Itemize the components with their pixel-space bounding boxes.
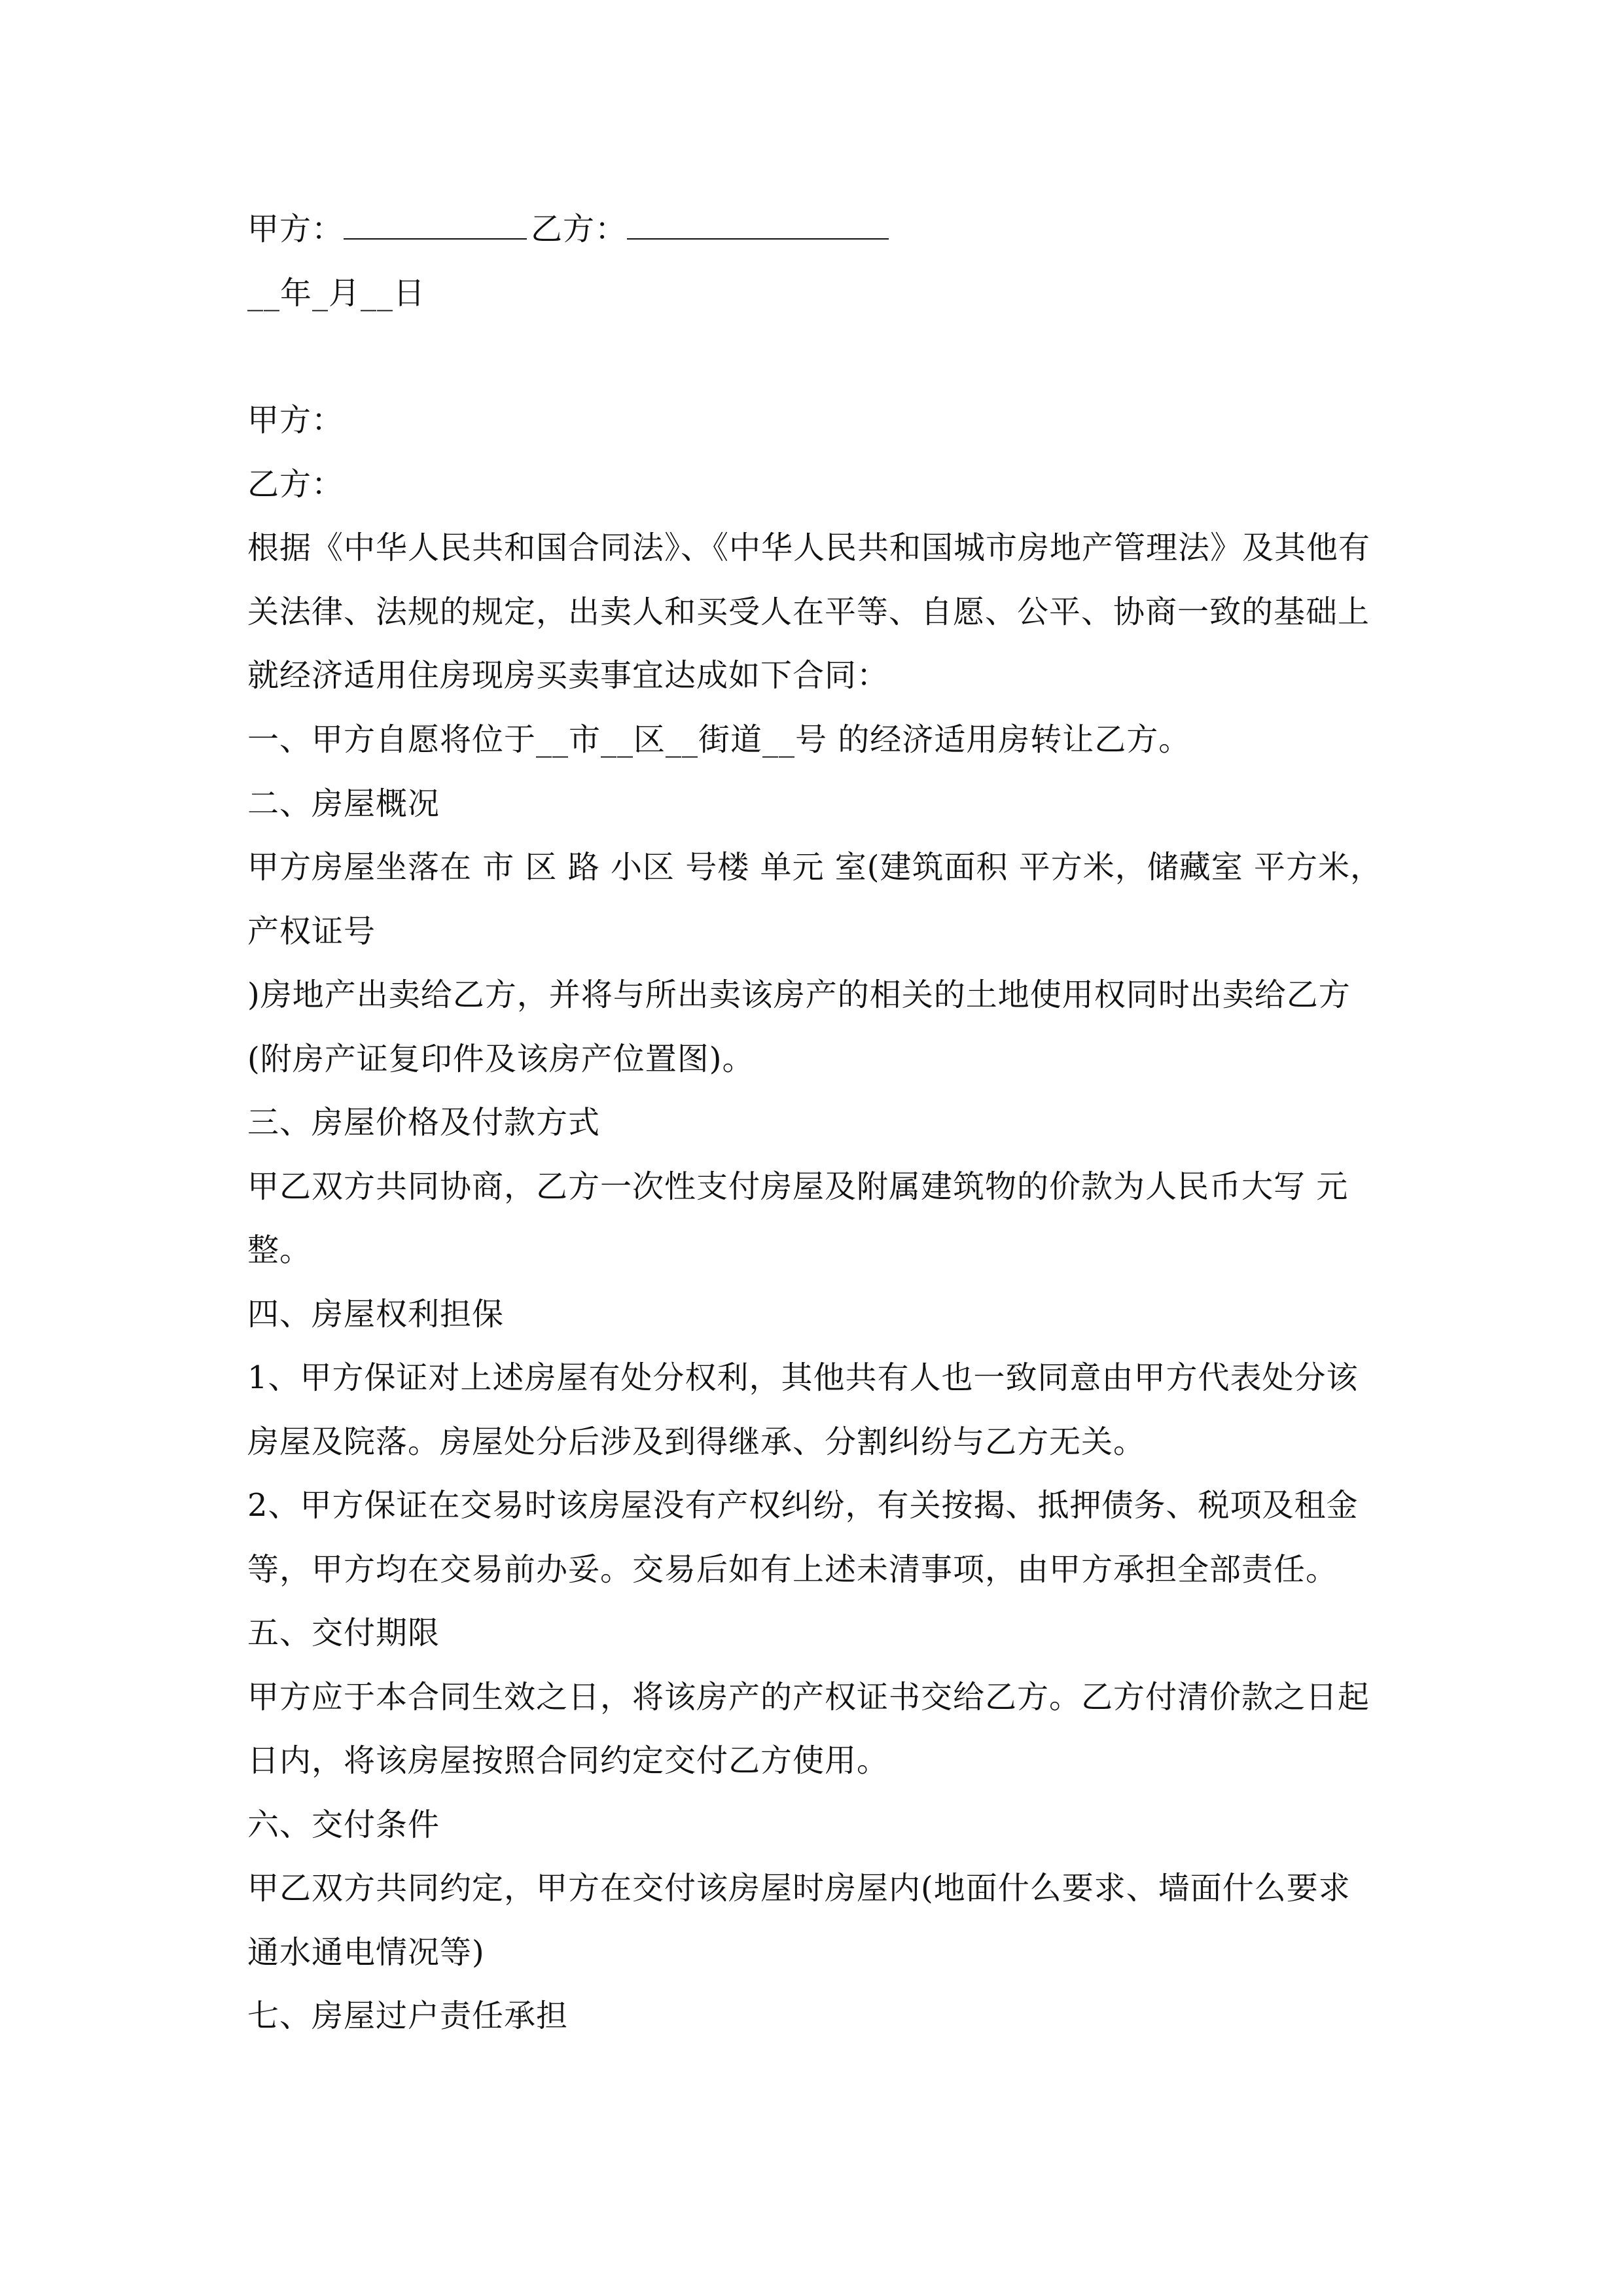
body-text-line: 产权证号 — [247, 913, 376, 950]
party-a-signature-label: 甲方： — [247, 211, 344, 247]
body-text-line: 关法律、法规的规定，出卖人和买受人在平等、自愿、公平、协商一致的基础上 — [247, 594, 1370, 630]
section-heading-6: 六、交付条件 — [247, 1806, 440, 1843]
party-a-signature-blank[interactable] — [344, 209, 527, 240]
body-text-line: 甲乙双方共同约定，甲方在交付该房屋时房屋内(地面什么要求、墙面什么要求 — [247, 1870, 1351, 1907]
body-text-line: 甲方房屋坐落在 市 区 路 小区 号楼 单元 室(建筑面积 平方米，储藏室 平方米， — [247, 849, 1383, 886]
section-heading-5: 五、交付期限 — [247, 1615, 440, 1651]
body-text-line: 就经济适用住房现房买卖事宜达成如下合同： — [247, 657, 889, 694]
section-heading-4: 四、房屋权利担保 — [247, 1296, 505, 1333]
body-text-line: 根据《中华人民共和国合同法》、《中华人民共和国城市房地产管理法》及其他有 — [247, 529, 1371, 566]
party-b-signature-blank[interactable] — [627, 209, 889, 240]
body-text-line: 整。 — [247, 1232, 312, 1268]
date-line: __年_月__日 — [247, 275, 426, 312]
body-text-line: 等，甲方均在交易前办妥。交易后如有上述未清事项，由甲方承担全部责任。 — [247, 1551, 1338, 1588]
body-text-line: 甲乙双方共同协商，乙方一次性支付房屋及附属建筑物的价款为人民币大写 元 — [247, 1168, 1349, 1205]
body-text-line: 甲方应于本合同生效之日，将该房产的产权证书交给乙方。乙方付清价款之日起 — [247, 1679, 1370, 1715]
section-heading-3: 三、房屋价格及付款方式 — [247, 1104, 601, 1141]
body-text-line: 日内，将该房屋按照合同约定交付乙方使用。 — [247, 1742, 889, 1779]
body-text-line: )房地产出卖给乙方，并将与所出卖该房产的相关的土地使用权同时出卖给乙方 — [247, 977, 1351, 1013]
clause-1-line: 一、甲方自愿将位于__市__区__街道__号 的经济适用房转让乙方。 — [247, 721, 1191, 758]
body-text-line: (附房产证复印件及该房产位置图)。 — [247, 1041, 755, 1077]
section-heading-7: 七、房屋过户责任承担 — [247, 1998, 569, 2034]
body-text-line: 通水通电情况等) — [247, 1934, 485, 1971]
party-a-line: 甲方： — [247, 402, 344, 439]
body-text-line: 1、甲方保证对上述房屋有处分权利，其他共有人也一致同意由甲方代表处分该 — [247, 1359, 1359, 1396]
body-text-line: 房屋及院落。房屋处分后涉及到得继承、分割纠纷与乙方无关。 — [247, 1424, 1146, 1460]
party-b-signature-label: 乙方： — [531, 211, 628, 247]
body-text-line: 2、甲方保证在交易时该房屋没有产权纠纷，有关按揭、抵押债务、税项及租金 — [247, 1487, 1359, 1524]
party-b-line: 乙方： — [247, 466, 344, 503]
section-heading-2: 二、房屋概况 — [247, 785, 440, 822]
signature-line — [247, 208, 1386, 250]
